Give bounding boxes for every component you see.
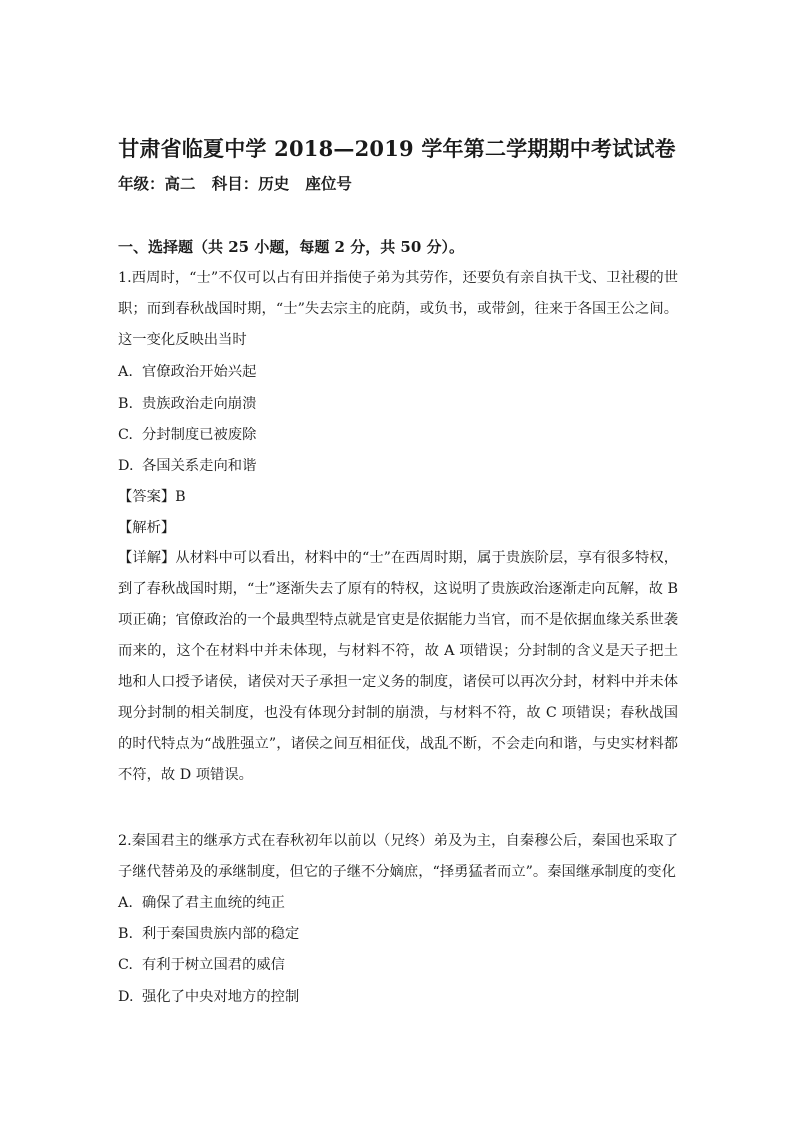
page-subtitle: 年级：高二 科目：历史 座位号 <box>118 174 352 193</box>
page-title: 甘肃省临夏中学 2018—2019 学年第二学期期中考试试卷 <box>118 136 676 161</box>
option-letter: C. <box>118 957 133 973</box>
question-1-analysis: 【详解】从材料中可以看出，材料中的“士”在西周时期，属于贵族阶层，享有很多特权，到了春秋战国时期，“士”逐渐失去了原有的特权，这说明了贵族政治逐渐走向瓦解，故 B 项正确；官僚政治的一个最典型特点就是官吏是依据能力当官，而不是依据血缘关系世袭而来的，这个在材料中并未体现，与材料不符，故 A 项错误；分封制的含义是天子把土地和人口授予诸侯，诸侯对天子承担一定义务的制度，诸侯可以再次分封，材料中并未体现分封制的相关制度，也没有体现分封制的崩溃，与材料不符，故 C 项错误；春秋战国的时代特点为“战胜强立”，诸侯之间互相征伐，战乱不断，不会走向和谐，与史实材料都不符，故 D 项错误。 <box>118 550 678 783</box>
question-1-option-a <box>118 360 256 384</box>
question-2-option-a <box>118 891 285 915</box>
option-text: 确保了君主血统的纯正 <box>142 895 285 911</box>
option-letter: A. <box>118 895 133 911</box>
question-1-option-c <box>118 423 256 447</box>
option-text: 强化了中央对地方的控制 <box>142 989 300 1005</box>
option-letter: D. <box>118 989 134 1005</box>
option-letter: D. <box>118 458 134 474</box>
section-title: 一、选择题（共 25 小题，每题 2 分，共 50 分）。 <box>118 238 465 256</box>
option-letter: C. <box>118 427 133 443</box>
option-text: 官僚政治开始兴起 <box>142 364 257 380</box>
option-letter: B. <box>118 926 134 942</box>
question-1-answer: 【答案】B <box>118 489 186 505</box>
question-2-stem: 2.秦国君主的继承方式在春秋初年以前以（兄终）弟及为主，自秦穆公后，秦国也采取了子继代替弟及的承继制度，但它的子继不分嫡庶，“择勇猛者而立”。秦国继承制度的变化 <box>118 833 678 880</box>
option-text: 分封制度已被废除 <box>142 427 257 443</box>
option-text: 贵族政治走向崩溃 <box>142 396 257 412</box>
option-letter: B. <box>118 396 134 412</box>
option-text: 有利于树立国君的威信 <box>142 957 285 973</box>
question-1-option-b <box>118 392 256 416</box>
option-letter: A. <box>118 364 133 380</box>
question-1-analysis-label: 【解析】 <box>118 520 176 536</box>
question-1-stem: 1.西周时，“士”不仅可以占有田并指使子弟为其劳作，还要负有亲自执干戈、卫社稷的世职；而到春秋战国时期，“士”失去宗主的庇荫，或负书，或带剑，往来于各国王公之间。这一变化反映出当时 <box>118 270 678 348</box>
question-2-option-c <box>118 953 285 977</box>
question-1-option-d <box>118 454 256 478</box>
question-2-option-d <box>118 985 299 1009</box>
question-2-option-b <box>118 922 299 946</box>
option-text: 利于秦国贵族内部的稳定 <box>142 926 300 942</box>
option-text: 各国关系走向和谐 <box>142 458 257 474</box>
